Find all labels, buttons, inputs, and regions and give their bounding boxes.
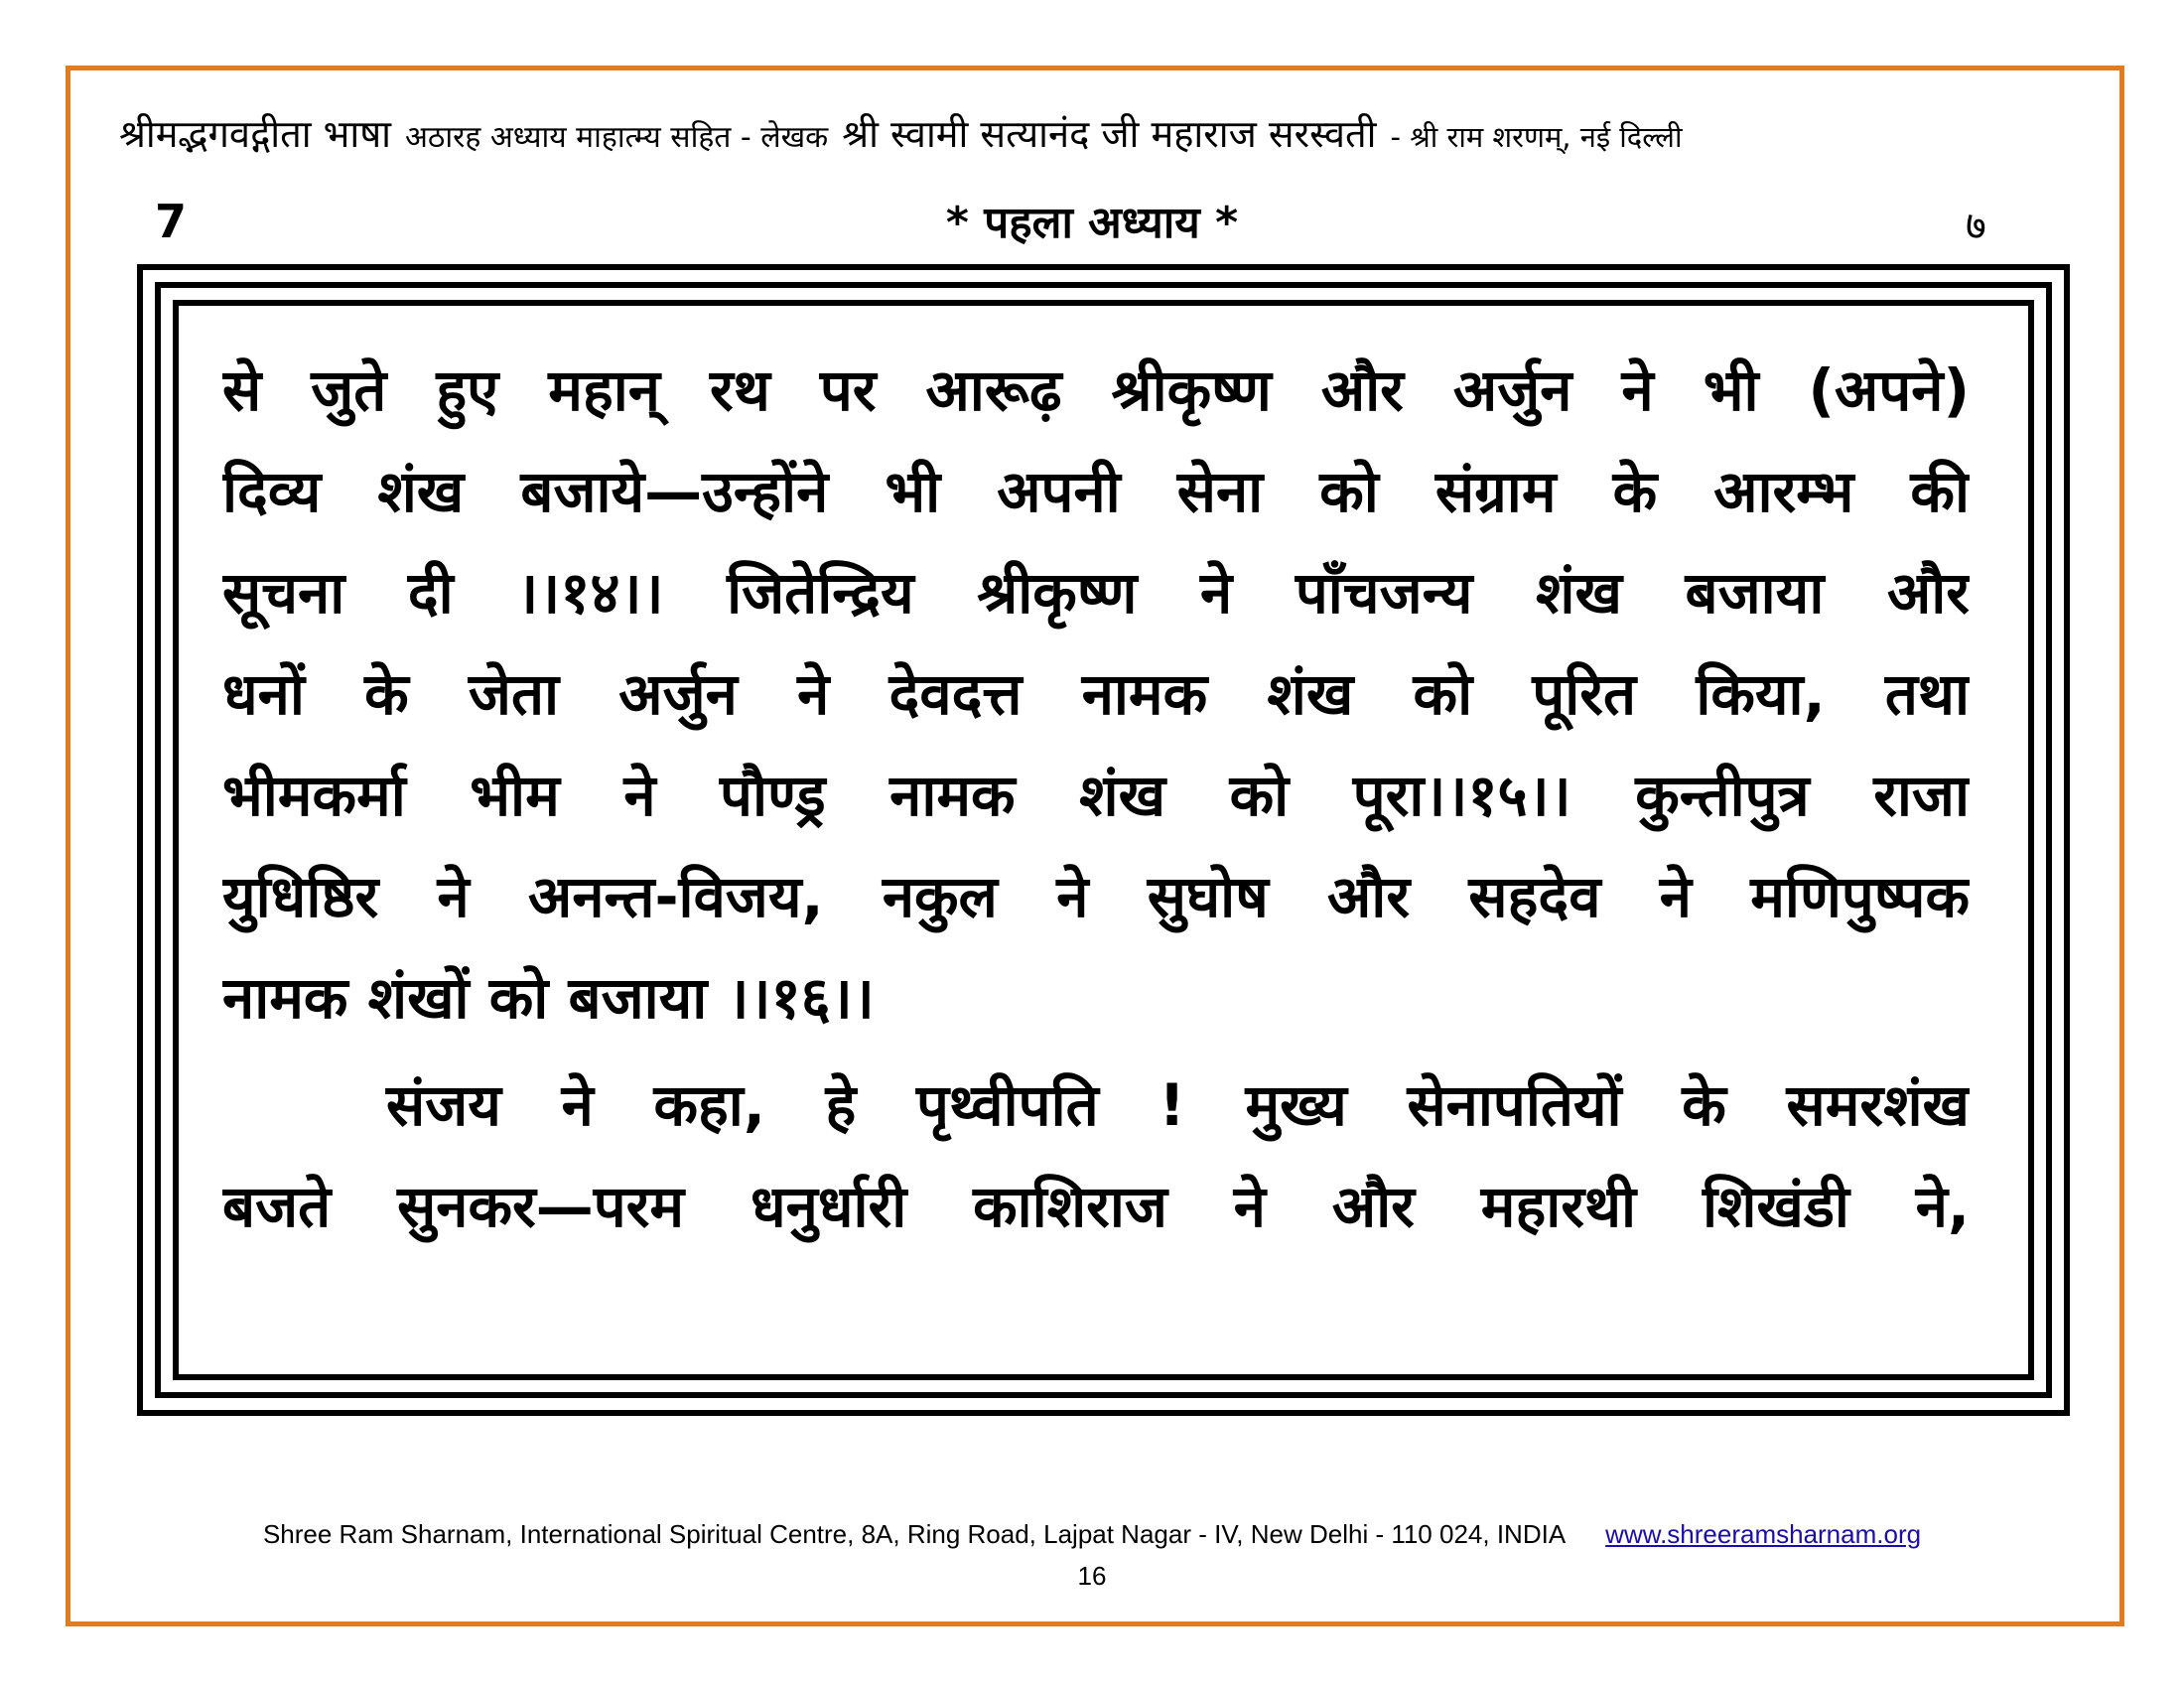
scripture-text bbox=[222, 340, 1970, 1257]
chapter-heading: * पहला अध्याय * bbox=[945, 198, 1239, 248]
text-line: सूचना दी ।।१४।। जितेन्द्रिय श्रीकृष्ण ने पाँचजन्य शंख बजाया और bbox=[222, 559, 1970, 627]
book-subtitle: अठारह अध्याय माहात्म्य सहित - लेखक bbox=[405, 120, 829, 155]
text-line: धनों के जेता अर्जुन ने देवदत्त नामक शंख को पूरित किया, तथा bbox=[222, 660, 1970, 728]
text-line: दिव्य शंख बजाये—उन्होंने भी अपनी सेना को संग्राम के आरम्भ की bbox=[222, 458, 1970, 525]
text-line: संजय ने कहा, हे पृथ्वीपति ! मुख्य सेनापतियों के समरशंख bbox=[386, 1071, 1970, 1139]
page-number-latin: 7 bbox=[155, 195, 188, 248]
text-line: युधिष्ठिर ने अनन्त-विजय, नकुल ने सुघोष और सहदेव ने मणिपुष्पक bbox=[222, 863, 1970, 930]
text-line: नामक शंखों को बजाया ।।१६।। bbox=[222, 964, 875, 1032]
publisher-name: - श्री राम शरणम्, नई दिल्ली bbox=[1390, 120, 1683, 154]
footer-address: Shree Ram Sharnam, International Spiritual Centre, 8A, Ring Road, Lajpat Nagar - IV, New Delhi - 110 024, INDIA bbox=[262, 1519, 1567, 1549]
website-link[interactable]: www.shreeramsharnam.org bbox=[1605, 1519, 1922, 1549]
book-title-bar bbox=[119, 107, 2065, 167]
text-line: भीमकर्मा भीम ने पौण्ड्र नामक शंख को पूरा।।१५।। कुन्तीपुत्र राजा bbox=[222, 762, 1970, 829]
page-number-devanagari: ७ bbox=[1966, 204, 1986, 249]
footer-address-line bbox=[0, 1519, 2184, 1550]
book-title: श्रीमद्भगवद्गीता भाषा bbox=[119, 112, 392, 156]
footer-page-number: 16 bbox=[1077, 1561, 1107, 1591]
text-line: बजते सुनकर—परम धनुर्धारी काशिराज ने और महारथी शिखंडी ने, bbox=[222, 1173, 1970, 1240]
author-name: श्री स्वामी सत्यानंद जी महाराज सरस्वती bbox=[842, 112, 1377, 156]
text-line: से जुते हुए महान् रथ पर आरूढ़ श्रीकृष्ण और अर्जुन ने भी (अपने) bbox=[222, 356, 1970, 424]
